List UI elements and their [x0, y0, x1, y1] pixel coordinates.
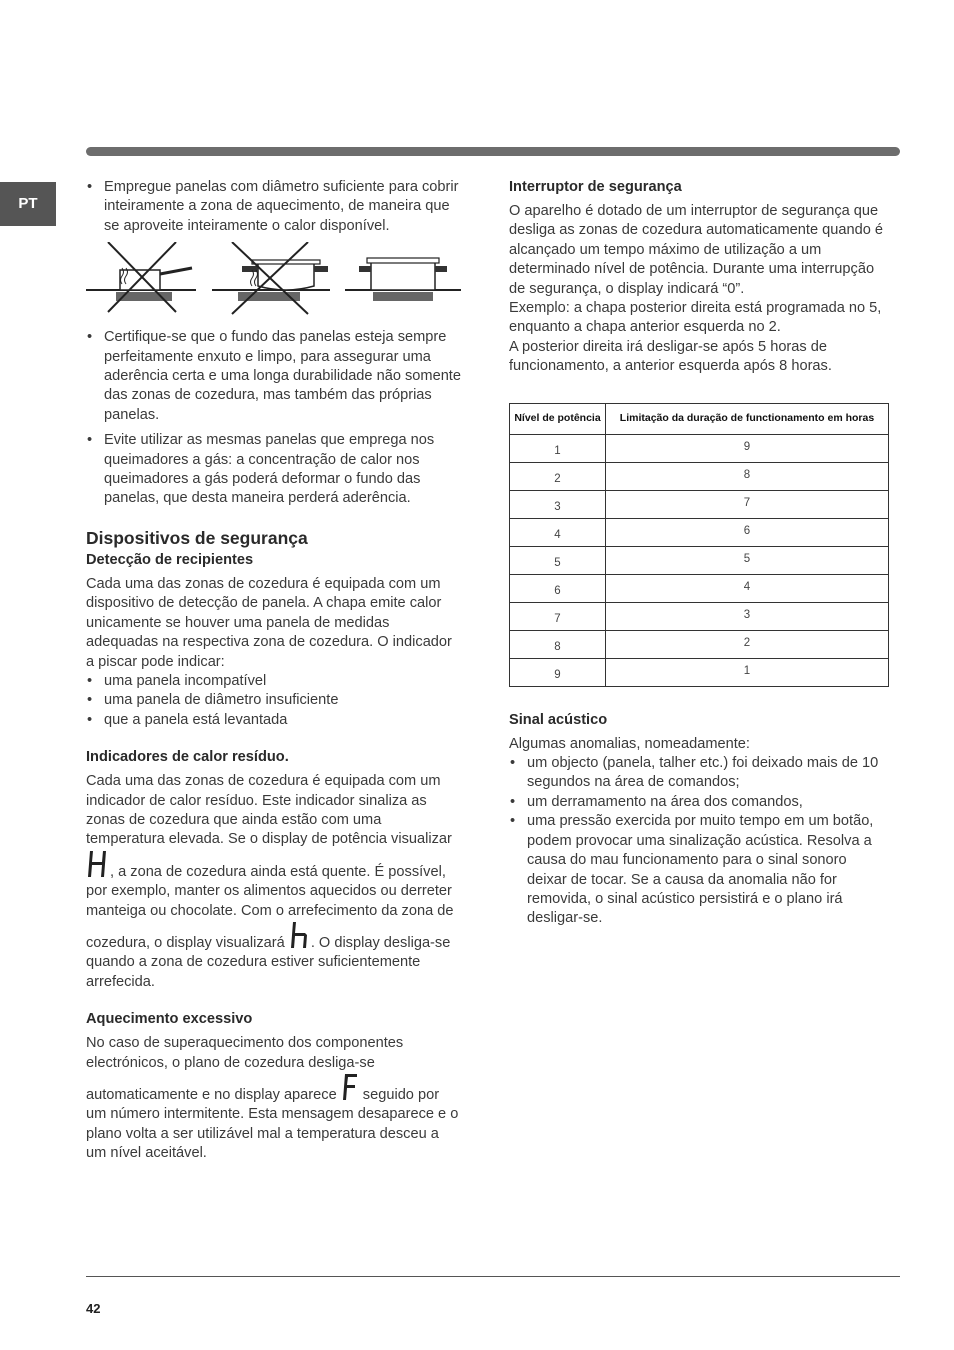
- table-row: [510, 630, 889, 658]
- overheat-section: [86, 1010, 461, 1163]
- pan-tips-list-1: [86, 178, 461, 236]
- display-H-icon: [87, 850, 109, 878]
- power-limit-table: [509, 403, 889, 687]
- power-level-cell: 9: [510, 658, 606, 686]
- detection-title: Detecção de recipientes: [86, 551, 254, 568]
- list-item: • uma pressão exercida por muito tempo em um botão, podem provocar uma sinalização acústica. Resolva a causa do mau funcionamento para o sinal sonoro deixar de tocar. Se a causa da anomalia não for removida, o sinal acústico persistirá e o plano irá desligar-se.: [509, 812, 889, 928]
- detection-section: [86, 551, 461, 730]
- display-h-icon: [290, 921, 310, 949]
- table-row: [510, 462, 889, 490]
- overheat-text: No caso de superaquecimento dos componentes electrónicos, o plano de cozedura desliga-se automaticamente e no display aparece seguido por um número intermitente. Esta mensagem desaparece e o plano volta a ser utilizável mal a temperatura desceu a um nível aceitável.: [86, 1035, 459, 1162]
- section-heading: Dispositivos de segurança: [86, 527, 308, 548]
- pan-illustrations: [86, 242, 461, 316]
- table-row: [510, 490, 889, 518]
- table-row: [510, 434, 889, 462]
- hours-limit-cell: 7: [606, 490, 889, 518]
- pan-tips-list-2: [86, 328, 461, 509]
- hours-limit-cell: 8: [606, 462, 889, 490]
- top-rule: [86, 147, 900, 156]
- list-item: • Certifique-se que o fundo das panelas esteja sempre perfeitamente enxuto e limpo, para assegurar uma aderência certa e uma longa durabilidade não somente das zonas de cozedura, mas também das próprias panelas.: [86, 328, 461, 425]
- column-header: Limitação da duração de functionamento em horas: [606, 403, 889, 434]
- list-item: • que a panela está levantada: [86, 711, 461, 730]
- hours-limit-cell: 6: [606, 518, 889, 546]
- power-level-cell: 4: [510, 518, 606, 546]
- acoustic-section: [509, 711, 889, 929]
- small-pan-wrong-icon: [86, 242, 196, 316]
- table-row: [510, 602, 889, 630]
- power-level-cell: 1: [510, 434, 606, 462]
- language-tab: PT: [0, 182, 56, 226]
- power-level-cell: 6: [510, 574, 606, 602]
- list-item: • Evite utilizar as mesmas panelas que emprega nos queimadores a gás: a concentração de calor nos queimadores a gás poderá deformar o fundo das panelas, que desta maneira perderá aderência.: [86, 431, 461, 509]
- switch-example: A posterior direita irá desligar-se após 5 horas de funcionamento, a anterior esquerda após 8 horas.: [509, 338, 832, 375]
- hours-limit-cell: 2: [606, 630, 889, 658]
- table-row: [510, 574, 889, 602]
- acoustic-title: Sinal acústico: [509, 711, 608, 728]
- table-body: [510, 434, 889, 686]
- hours-limit-cell: 4: [606, 574, 889, 602]
- bottom-rule: [86, 1276, 900, 1277]
- residual-text: Cada uma das zonas de cozedura é equipada com um indicador de calor resíduo. Este indicador sinaliza as zonas de cozedura que ainda estão com uma temperatura elevada. Se o display de potência visualizar , a zona de cozedura ainda está quente. É possível, por exemplo, manter os alimentos aquecidos ou derreter manteiga ou chocolate. Com o arrefecimento da zona de cozedura, o display visualizará . O display desliga-se quando a zona de cozedura estiver suficientemente arrefecida.: [86, 773, 454, 990]
- power-level-cell: 2: [510, 462, 606, 490]
- detection-text: Cada uma das zonas de cozedura é equipada com um dispositivo de detecção de panela. A chapa emite calor unicamente se houver uma panela de medidas adequadas na respectiva zona de cozedura. O indicador a piscar pode indicar:: [86, 575, 452, 670]
- list-item: • uma panela de diâmetro insuficiente: [86, 691, 461, 710]
- column-header: Nível de potência: [510, 403, 606, 434]
- safety-switch-section: [509, 178, 889, 377]
- hours-limit-cell: 3: [606, 602, 889, 630]
- power-level-cell: 5: [510, 546, 606, 574]
- acoustic-intro: Algumas anomalias, nomeadamente:: [509, 735, 750, 752]
- display-F-icon: [342, 1073, 358, 1101]
- hours-limit-cell: 1: [606, 658, 889, 686]
- list-item: • uma panela incompatível: [86, 672, 461, 691]
- correct-pan-icon: [345, 242, 461, 316]
- residual-title: Indicadores de calor resíduo.: [86, 749, 289, 766]
- switch-title: Interruptor de segurança: [509, 179, 682, 195]
- switch-example: Exemplo: a chapa posterior direita está programada no 5, enquanto a chapa anterior esquerda no 2.: [509, 300, 882, 336]
- switch-text: O aparelho é dotado de um interruptor de segurança que desliga as zonas de cozedura automaticamente quando é alcançado um tempo máximo de utilização a um determinado nível de potência. Durante uma interrupção de segurança, o display indicará “0”.: [509, 203, 884, 297]
- uneven-pan-wrong-icon: [212, 242, 330, 316]
- power-level-cell: 3: [510, 490, 606, 518]
- table-row: [510, 518, 889, 546]
- list-item: • um derramamento na área dos comandos,: [509, 793, 889, 812]
- right-column: [509, 178, 889, 929]
- table-row: [510, 658, 889, 686]
- table-row: [510, 546, 889, 574]
- residual-heat-section: [86, 748, 461, 992]
- acoustic-list: [509, 754, 889, 929]
- left-column: [86, 178, 461, 1164]
- page-number: 42: [86, 1301, 101, 1316]
- detection-list: [86, 672, 461, 730]
- power-level-cell: 7: [510, 602, 606, 630]
- list-item: • Empregue panelas com diâmetro suficiente para cobrir inteiramente a zona de aquecimento, de maneira que se aproveite inteiramente o calor disponível.: [86, 178, 461, 236]
- overheat-title: Aquecimento excessivo: [86, 1011, 253, 1028]
- list-item: • um objecto (panela, talher etc.) foi deixado mais de 10 segundos na área de comandos;: [509, 754, 889, 793]
- hours-limit-cell: 5: [606, 546, 889, 574]
- power-level-cell: 8: [510, 630, 606, 658]
- table-header-row: [510, 403, 889, 434]
- hours-limit-cell: 9: [606, 434, 889, 462]
